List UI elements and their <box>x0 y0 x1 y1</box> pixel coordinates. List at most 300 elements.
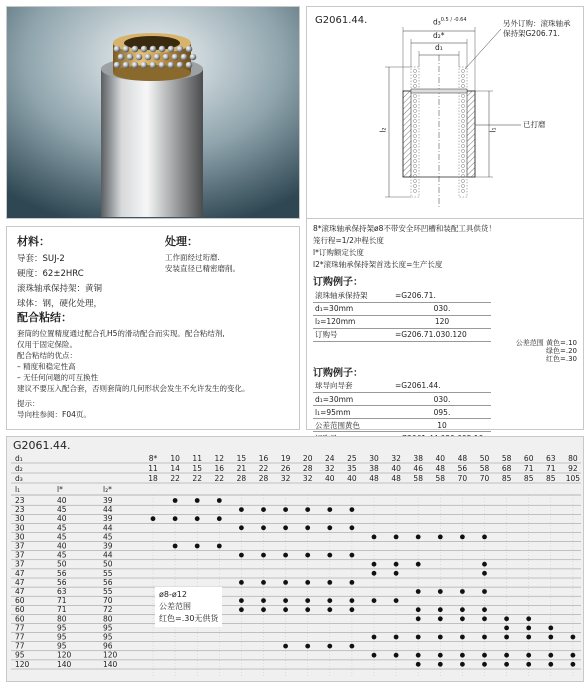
row-l-cell: 140 <box>57 659 72 669</box>
row-l2-cell: 44 <box>103 505 113 515</box>
header-d3-cell: 48 <box>391 474 401 483</box>
tolerance-legend <box>516 339 577 363</box>
order-example-2-heading: 订购例子： <box>313 367 363 379</box>
row-l-cell: 63 <box>57 587 67 596</box>
order-panel <box>306 219 584 430</box>
order-example-2-value: 095. <box>393 406 491 419</box>
availability-dot <box>416 589 421 594</box>
table-note-2: 公差范围 <box>159 602 191 611</box>
material-heading: 材料： <box>17 235 50 248</box>
fit-line-5: – 无任何问题的可互换性 <box>17 373 99 382</box>
availability-dot <box>239 525 244 530</box>
row-l2-cell: 55 <box>103 587 113 596</box>
header-d2-cell: 28 <box>302 464 313 473</box>
row-l2-cell: 50 <box>103 559 113 569</box>
header-d3-cell: 40 <box>347 474 357 483</box>
row-l-cell: 45 <box>57 505 67 515</box>
availability-dot <box>548 653 553 658</box>
availability-dot <box>195 516 200 521</box>
row-l1-cell: 37 <box>15 550 25 560</box>
availability-dot <box>372 535 377 540</box>
header-row-label: d₂ <box>15 464 23 473</box>
availability-dot <box>482 589 487 594</box>
header-d1-cell: 63 <box>546 454 556 463</box>
header-d2-cell: 48 <box>435 464 446 473</box>
order-note-1: 8*滚珠轴承保持架ø8不带安全环凹槽和装配工具供货！ <box>313 224 496 233</box>
row-l-cell: 40 <box>57 541 67 551</box>
availability-dot <box>504 626 509 631</box>
header-d2-cell: 26 <box>280 464 291 473</box>
order-note-3: l*订购额定长度 <box>313 248 364 257</box>
availability-dot <box>460 607 465 612</box>
header-d1-cell: 20 <box>302 454 313 463</box>
header-d2-cell: 58 <box>479 464 490 473</box>
availability-dot <box>283 580 288 585</box>
availability-dot <box>261 598 266 603</box>
row-l-cell: 120 <box>57 650 72 660</box>
order-example-2-row <box>313 406 491 419</box>
header-d3-cell: 32 <box>280 474 291 483</box>
process-line-1: 工作面经过珩磨. <box>165 253 220 262</box>
availability-dot <box>173 498 178 503</box>
material-hardness: 硬度：62±2HRC <box>17 269 84 279</box>
availability-dot <box>239 553 244 558</box>
material-guide: 导套：SUJ-2 <box>17 254 65 264</box>
header-d3-cell: 85 <box>523 474 534 483</box>
availability-dot <box>482 616 487 621</box>
header-d3-cell: 28 <box>236 474 247 483</box>
availability-dot <box>217 544 222 549</box>
availability-dot <box>548 662 553 667</box>
header-d3-cell: 22 <box>170 474 180 483</box>
availability-dot <box>438 535 443 540</box>
row-l2-cell: 39 <box>103 514 113 524</box>
fit-line-1: 套筒的位置精度通过配合孔H5的滑动配合而实现。配合粘结剂, <box>17 329 225 338</box>
process-column <box>165 233 295 274</box>
availability-dot <box>327 580 332 585</box>
header-d3-cell: 22 <box>214 474 225 483</box>
order-example-2-value: 030. <box>393 393 491 406</box>
header-d3-cell: 58 <box>413 474 423 483</box>
header-d2-cell: 40 <box>391 464 401 473</box>
availability-dot <box>261 525 266 530</box>
availability-dot <box>305 553 310 558</box>
tolerance-yellow: 公差范围 黄色=.10 <box>515 339 577 347</box>
drawing-title: G2061.44. <box>315 15 368 26</box>
header-row-label: d₁ <box>15 454 23 463</box>
availability-dot <box>350 525 355 530</box>
availability-dot <box>327 598 332 603</box>
header-d3-cell: 18 <box>148 474 158 483</box>
availability-dot <box>239 607 244 612</box>
row-l1-cell: 30 <box>15 514 25 524</box>
row-l1-cell: 120 <box>15 659 30 669</box>
availability-dot <box>173 544 178 549</box>
row-l2-cell: 80 <box>103 614 113 624</box>
order-example-2-key: l₁=95mm <box>313 406 393 419</box>
header-d3-cell: 105 <box>565 474 581 483</box>
header-d1-cell: 80 <box>568 454 578 463</box>
row-l1-cell: 30 <box>15 532 25 542</box>
availability-dot <box>548 635 553 640</box>
availability-dot <box>372 562 377 567</box>
header-d2-cell: 21 <box>236 464 247 473</box>
header-d3-cell: 32 <box>302 474 313 483</box>
header-d3-cell: 22 <box>192 474 202 483</box>
availability-dot <box>372 653 377 658</box>
availability-dot <box>327 553 332 558</box>
dim-d1-label: d₁ <box>435 43 443 52</box>
row-l2-cell: 70 <box>103 596 113 606</box>
availability-dot <box>261 553 266 558</box>
order-example-1-value: =G206.71. <box>393 289 491 302</box>
availability-dot <box>416 616 421 621</box>
availability-dot <box>416 635 421 640</box>
row-l2-cell: 44 <box>103 550 113 560</box>
header-d1-cell: 32 <box>391 454 401 463</box>
availability-dot <box>327 644 332 649</box>
row-l-cell: 71 <box>57 596 67 606</box>
fit-line-4: – 精度和稳定性高 <box>17 362 76 371</box>
row-l1-cell: 60 <box>15 614 25 624</box>
availability-dot <box>460 616 465 621</box>
l-header-cell: l₂* <box>103 485 112 494</box>
order-example-1-key: 订购号 <box>313 328 393 341</box>
header-d2-cell: 15 <box>192 464 202 473</box>
availability-dot <box>372 571 377 576</box>
availability-dot <box>548 626 553 631</box>
order-example-1-row <box>313 315 491 328</box>
product-photo <box>6 6 300 219</box>
order-example-1-key: 滚珠轴承保持架 <box>313 289 393 302</box>
availability-dot <box>394 598 399 603</box>
row-l2-cell: 140 <box>103 659 118 669</box>
header-d2-cell: 14 <box>170 464 180 473</box>
row-l-cell: 45 <box>57 532 67 542</box>
availability-dot <box>482 607 487 612</box>
availability-dot <box>372 598 377 603</box>
dim-d2-label: d₂* <box>433 31 445 40</box>
order-note-4: l2*滚珠轴承保持架首选长度=生产长度 <box>313 260 443 269</box>
header-d1-cell: 50 <box>479 454 490 463</box>
row-l-cell: 45 <box>57 523 67 533</box>
availability-dot <box>327 525 332 530</box>
header-d3-cell: 85 <box>501 474 512 483</box>
header-d3-cell: 40 <box>325 474 335 483</box>
availability-dot <box>350 553 355 558</box>
header-d3-cell: 28 <box>258 474 269 483</box>
order-example-1-value: =G206.71.030.120 <box>393 328 491 341</box>
order-example-1-row <box>313 289 491 302</box>
availability-dot <box>283 553 288 558</box>
availability-dot <box>438 662 443 667</box>
availability-dot <box>482 535 487 540</box>
availability-dot <box>482 571 487 576</box>
fit-line-2: 仅用于固定保险。 <box>17 340 77 349</box>
table-note <box>155 587 222 627</box>
availability-dot <box>173 516 178 521</box>
row-l2-cell: 44 <box>103 523 113 533</box>
process-heading: 处理： <box>165 235 198 248</box>
availability-dot <box>350 580 355 585</box>
row-l-cell: 95 <box>57 632 67 642</box>
availability-dot <box>526 653 531 658</box>
header-d2-cell: 38 <box>369 464 379 473</box>
availability-dot <box>460 589 465 594</box>
row-l-cell: 56 <box>57 568 67 578</box>
order-example-2-row <box>313 419 491 432</box>
availability-dot <box>350 507 355 512</box>
row-l1-cell: 47 <box>15 568 25 578</box>
order-example-1-table <box>313 289 491 342</box>
order-example-1-key: l₂=120mm <box>313 315 393 328</box>
availability-dot <box>504 616 509 621</box>
row-l2-cell: 96 <box>103 641 113 651</box>
availability-dot <box>195 498 200 503</box>
header-d1-cell: 12 <box>214 454 225 463</box>
availability-dot <box>416 535 421 540</box>
order-example-2-key: 公差范围黄色 <box>313 419 393 432</box>
availability-dot <box>305 580 310 585</box>
order-example-1-heading: 订购例子： <box>313 277 363 288</box>
row-l1-cell: 60 <box>15 605 25 615</box>
header-d3-cell: 70 <box>457 474 468 483</box>
order-example-1-row <box>313 328 491 341</box>
table-note-3: 红色=.30无供货 <box>159 614 219 623</box>
order-example-1-value: 120 <box>393 315 491 328</box>
order-example-2-row <box>313 393 491 406</box>
fit-heading: 配合粘结： <box>17 311 72 324</box>
availability-dot <box>394 635 399 640</box>
header-d2-cell: 46 <box>413 464 423 473</box>
availability-dot <box>350 598 355 603</box>
availability-dot <box>394 571 399 576</box>
order-example-2-value: 10 <box>393 419 491 432</box>
header-d1-cell: 16 <box>258 454 269 463</box>
dim-d3-label: d₃$^{0.5 / -0.64}$ <box>433 17 467 27</box>
header-d1-cell: 30 <box>369 454 379 463</box>
availability-dot <box>283 607 288 612</box>
row-l-cell: 56 <box>57 577 67 587</box>
availability-dot <box>416 653 421 658</box>
fit-section <box>17 309 295 420</box>
header-d2-cell: 68 <box>501 464 512 473</box>
header-d2-cell: 16 <box>214 464 225 473</box>
row-l2-cell: 39 <box>103 541 113 551</box>
availability-dot <box>482 662 487 667</box>
availability-dot <box>460 662 465 667</box>
availability-dot <box>460 635 465 640</box>
header-row-label: d₃ <box>15 474 23 483</box>
header-d2-cell: 92 <box>568 464 578 473</box>
availability-dot <box>438 589 443 594</box>
row-l2-cell: 45 <box>103 532 113 542</box>
l-header-cell: l₁ <box>15 485 21 494</box>
availability-dot <box>261 507 266 512</box>
availability-dot <box>460 535 465 540</box>
order-example-2-key: 球导向导套 <box>313 380 393 393</box>
header-d3-cell: 85 <box>546 474 556 483</box>
availability-dot <box>239 580 244 585</box>
order-example-2-row <box>313 380 491 393</box>
availability-dot <box>305 525 310 530</box>
availability-dot <box>350 644 355 649</box>
row-l2-cell: 95 <box>103 623 113 633</box>
availability-dot <box>482 635 487 640</box>
availability-dot <box>305 507 310 512</box>
availability-dot <box>239 598 244 603</box>
row-l-cell: 40 <box>57 496 67 505</box>
l-header-cell: l* <box>57 485 63 494</box>
dim-l1-label: l₁ <box>488 127 498 133</box>
process-line-2: 安装直径已精密磨削。 <box>165 264 240 273</box>
header-d1-cell: 60 <box>523 454 534 463</box>
row-l2-cell: 72 <box>103 605 113 615</box>
header-d1-cell: 38 <box>413 454 423 463</box>
availability-dot <box>261 607 266 612</box>
row-l1-cell: 77 <box>15 641 25 651</box>
hint-line-1: 导向柱参阅：F04页。 <box>17 410 91 419</box>
row-l-cell: 95 <box>57 623 67 633</box>
header-d1-cell: 10 <box>170 454 180 463</box>
header-d1-cell: 19 <box>280 454 291 463</box>
availability-dot <box>504 635 509 640</box>
availability-dot <box>305 644 310 649</box>
guide-bushing-image <box>7 7 300 219</box>
row-l-cell: 45 <box>57 550 67 560</box>
order-example-1-row <box>313 302 491 315</box>
availability-dot <box>283 598 288 603</box>
row-l-cell: 80 <box>57 614 67 624</box>
fit-line-3: 配合粘结的优点： <box>17 351 77 360</box>
availability-dot <box>526 635 531 640</box>
tolerance-green: 绿色=.20 <box>546 347 577 355</box>
availability-dot <box>394 653 399 658</box>
row-l2-cell: 39 <box>103 496 113 505</box>
availability-dot <box>372 635 377 640</box>
availability-dot <box>261 580 266 585</box>
availability-dot <box>217 498 222 503</box>
availability-dot <box>151 516 156 521</box>
availability-dot <box>305 607 310 612</box>
header-d2-cell: 22 <box>258 464 269 473</box>
order-example-2-key: d₁=30mm <box>313 393 393 406</box>
availability-dot <box>394 562 399 567</box>
header-d2-cell: 35 <box>347 464 357 473</box>
availability-dot <box>305 598 310 603</box>
ground-callout: 已打磨 <box>523 120 546 129</box>
row-l-cell: 50 <box>57 559 67 569</box>
row-l1-cell: 30 <box>15 523 25 533</box>
availability-dot <box>504 662 509 667</box>
header-d3-cell: 70 <box>479 474 490 483</box>
fit-line-6: 建议不要压入配合套，否则套筒的几何形状会发生不允许发生的变化。 <box>17 384 250 393</box>
header-d2-cell: 32 <box>325 464 335 473</box>
header-d2-cell: 71 <box>546 464 556 473</box>
availability-dot <box>195 544 200 549</box>
row-l1-cell: 47 <box>15 577 25 587</box>
header-d1-cell: 48 <box>457 454 468 463</box>
material-column <box>17 233 157 312</box>
row-l1-cell: 37 <box>15 559 25 569</box>
header-d1-cell: 25 <box>347 454 357 463</box>
header-d1-cell: 15 <box>236 454 247 463</box>
availability-dot <box>438 635 443 640</box>
row-l2-cell: 55 <box>103 568 113 578</box>
availability-dot <box>571 653 576 658</box>
availability-dot <box>482 562 487 567</box>
order-example-1-value: 030. <box>393 302 491 315</box>
row-l1-cell: 23 <box>15 496 25 505</box>
availability-dot <box>394 535 399 540</box>
header-d3-cell: 48 <box>369 474 379 483</box>
availability-dot <box>416 662 421 667</box>
availability-dot <box>438 616 443 621</box>
material-ball: 球体：钢，硬化处理， <box>17 299 103 309</box>
availability-dot <box>327 507 332 512</box>
technical-drawing <box>306 6 584 219</box>
availability-dot <box>526 626 531 631</box>
header-d1-cell: 8* <box>148 454 158 463</box>
availability-dot <box>350 607 355 612</box>
dimension-table <box>7 437 585 683</box>
row-l1-cell: 23 <box>15 505 25 515</box>
availability-dot <box>327 607 332 612</box>
order-example-1-key: d₁=30mm <box>313 302 393 315</box>
row-l-cell: 71 <box>57 605 67 615</box>
table-title: G2061.44. <box>13 439 71 452</box>
row-l1-cell: 77 <box>15 632 25 642</box>
availability-dot <box>217 516 222 521</box>
material-panel <box>6 226 300 430</box>
order-example-2-value: =G2061.44. <box>393 380 491 393</box>
row-l1-cell: 37 <box>15 541 25 551</box>
availability-dot <box>438 653 443 658</box>
availability-dot <box>283 507 288 512</box>
header-d2-cell: 11 <box>148 464 158 473</box>
header-d1-cell: 24 <box>325 454 335 463</box>
row-l2-cell: 56 <box>103 577 113 587</box>
availability-dot <box>460 653 465 658</box>
row-l1-cell: 95 <box>15 650 25 660</box>
hint-heading: 提示： <box>17 399 40 408</box>
tolerance-red: 红色=.30 <box>546 355 577 363</box>
cage-callout: 另外订购：滚珠轴承 保持架G206.71. <box>503 19 571 38</box>
table-note-1: ø8-ø12 <box>159 590 187 599</box>
availability-dot <box>482 653 487 658</box>
row-l1-cell: 77 <box>15 623 25 633</box>
material-cage: 滚珠轴承保持架：黄铜 <box>17 284 103 294</box>
header-d1-cell: 40 <box>435 454 446 463</box>
row-l1-cell: 47 <box>15 587 25 596</box>
row-l2-cell: 95 <box>103 632 113 642</box>
availability-dot <box>283 644 288 649</box>
row-l-cell: 40 <box>57 514 67 524</box>
availability-dot <box>571 662 576 667</box>
availability-dot <box>504 653 509 658</box>
availability-dot <box>571 635 576 640</box>
header-d2-cell: 56 <box>457 464 468 473</box>
availability-dot <box>416 562 421 567</box>
availability-dot <box>283 525 288 530</box>
availability-dot <box>438 607 443 612</box>
header-d3-cell: 58 <box>435 474 446 483</box>
header-d1-cell: 58 <box>501 454 512 463</box>
order-note-2: 笼行程=1/2冲程长度 <box>313 236 384 245</box>
availability-dot <box>526 616 531 621</box>
header-d1-cell: 11 <box>192 454 202 463</box>
dimension-table-panel <box>6 436 584 682</box>
